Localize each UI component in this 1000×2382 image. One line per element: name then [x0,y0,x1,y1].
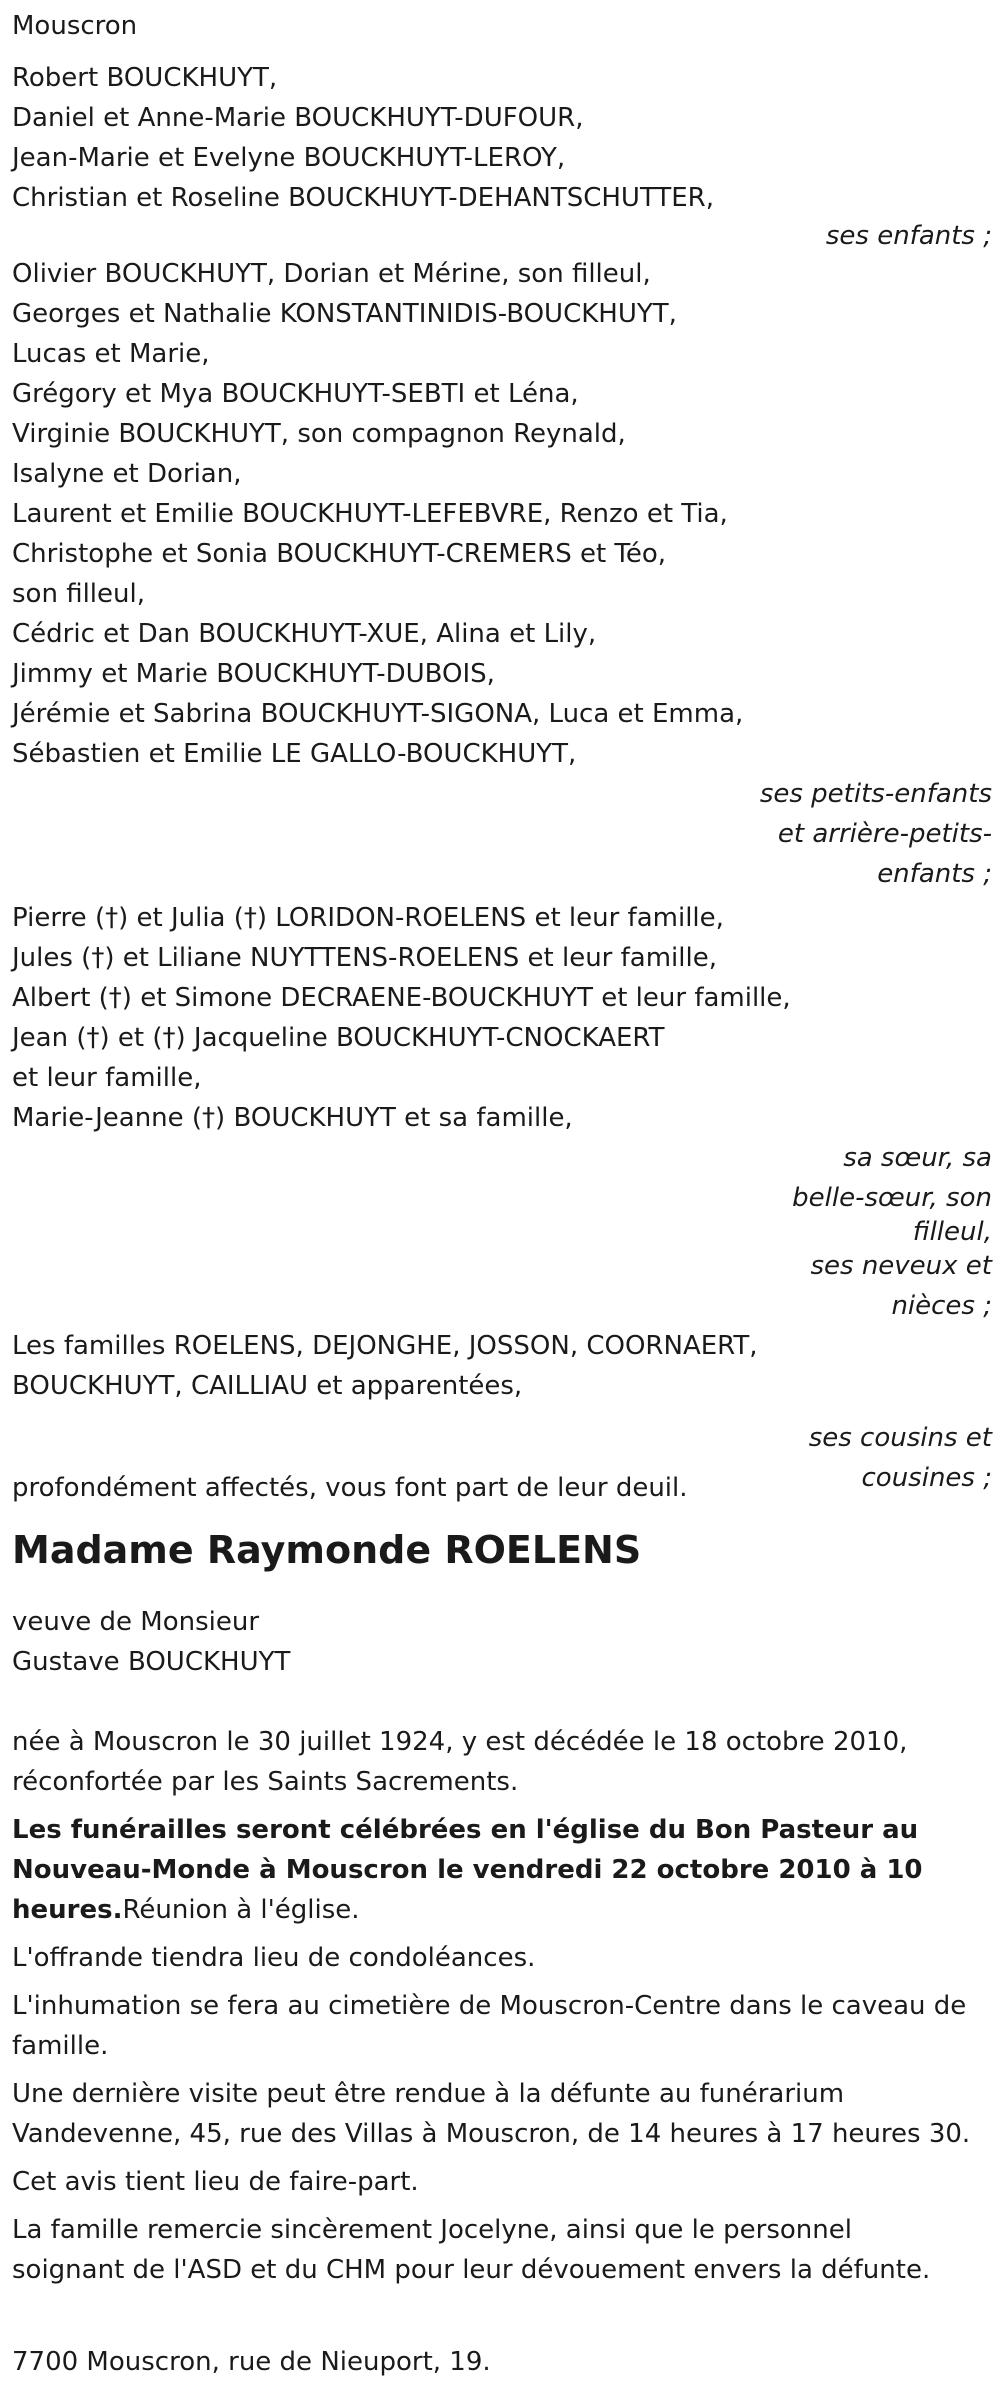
relation-label: ses petits-enfants [759,779,992,809]
relation-label: belle-sœur, son [792,1183,992,1213]
funeral-meeting: Réunion à l'église. [122,1895,360,1925]
family-line: Pierre (†) et Julia (†) LORIDON-ROELENS et leur famille, [12,903,724,933]
siblings-section [12,898,992,1326]
relation-label: cousines ; [861,1463,992,1493]
relation-label: ses cousins et [808,1423,992,1453]
thanks-line: La famille remercie sincèrement Jocelyne, ainsi que le personnel [12,2215,852,2245]
burial-line: famille. [12,2031,109,2061]
family-line: Robert BOUCKHUYT, [12,63,278,93]
family-line: Christian et Roseline BOUCKHUYT-DEHANTSCHUTTER, [12,183,715,213]
offering-line: L'offrande tiendra lieu de condoléances. [12,1943,536,1973]
family-line: et leur famille, [12,1063,202,1093]
funeral-paragraph [12,1810,992,1930]
family-line: Laurent et Emilie BOUCKHUYT-LEFEBVRE, Renzo et Tia, [12,499,728,529]
thanks-line: soignant de l'ASD et du CHM pour leur dévouement envers la défunte. [12,2255,931,2285]
family-line: Lucas et Marie, [12,339,210,369]
family-line: Christophe et Sonia BOUCKHUYT-CREMERS et Téo, [12,539,667,569]
address-line: 7700 Mouscron, rue de Nieuport, 19. [12,2347,491,2377]
relation-label: et arrière-petits- [777,819,992,849]
relation-label: enfants ; [877,859,992,889]
family-line: Jérémie et Sabrina BOUCKHUYT-SIGONA, Luca et Emma, [12,699,744,729]
family-line: Jean (†) et (†) Jacqueline BOUCKHUYT-CNOCKAERT [12,1023,665,1053]
family-line: Les familles ROELENS, DEJONGHE, JOSSON, COORNAERT, [12,1331,758,1361]
family-line: Isalyne et Dorian, [12,459,242,489]
thanks-paragraph [12,2210,992,2290]
closing-line: profondément affectés, vous font part de leur deuil. [12,1473,688,1503]
visit-paragraph [12,2074,992,2154]
children-section [12,58,992,256]
family-line: Olivier BOUCKHUYT, Dorian et Mérine, son filleul, [12,259,651,289]
relation-label: ses enfants ; [825,221,992,251]
city-heading: Mouscron [12,11,138,41]
burial-paragraph [12,1986,992,2066]
family-line: Jimmy et Marie BOUCKHUYT-DUBOIS, [12,659,495,689]
family-line: Albert (†) et Simone DECRAENE-BOUCKHUYT et leur famille, [12,983,791,1013]
widow-line: Gustave BOUCKHUYT [12,1647,291,1677]
grandchildren-section [12,254,992,894]
visit-line: Une dernière visite peut être rendue à la défunte au funérarium [12,2079,845,2109]
family-line: Georges et Nathalie KONSTANTINIDIS-BOUCKHUYT, [12,299,677,329]
family-line: Jules (†) et Liliane NUYTTENS-ROELENS et leur famille, [12,943,717,973]
family-line: Daniel et Anne-Marie BOUCKHUYT-DUFOUR, [12,103,584,133]
notice-line: Cet avis tient lieu de faire-part. [12,2167,419,2197]
relation-label: sa sœur, sa [843,1143,992,1173]
birth-death-line: née à Mouscron le 30 juillet 1924, y est décédée le 18 octobre 2010, [12,1727,908,1757]
funeral-bold-line: Nouveau-Monde à Mouscron le vendredi 22 octobre 2010 à 10 [12,1855,923,1885]
family-line: Marie-Jeanne (†) BOUCKHUYT et sa famille, [12,1103,573,1133]
relation-label: ses neveux et [810,1251,992,1281]
visit-line: Vandevenne, 45, rue des Villas à Mouscron, de 14 heures à 17 heures 30. [12,2119,971,2149]
birth-death-line: réconfortée par les Saints Sacrements. [12,1767,519,1797]
family-line: son filleul, [12,579,145,609]
deceased-name: Madame Raymonde ROELENS [12,1528,642,1572]
details-section [12,1722,992,2290]
widow-of [12,1602,992,1682]
cousins-section [12,1326,992,1503]
widow-line: veuve de Monsieur [12,1607,260,1637]
burial-line: L'inhumation se fera au cimetière de Mouscron-Centre dans le caveau de [12,1991,967,2021]
family-line: Virginie BOUCKHUYT, son compagnon Reynald, [12,419,626,449]
family-line: BOUCKHUYT, CAILLIAU et apparentées, [12,1371,523,1401]
funeral-bold-line: heures. [12,1895,123,1925]
family-line: Jean-Marie et Evelyne BOUCKHUYT-LEROY, [12,143,566,173]
relation-label: filleul, [912,1217,992,1247]
obituary-notice [12,6,992,2382]
relation-label: nièces ; [891,1291,992,1321]
family-line: Grégory et Mya BOUCKHUYT-SEBTI et Léna, [12,379,579,409]
family-line: Cédric et Dan BOUCKHUYT-XUE, Alina et Lily, [12,619,597,649]
funeral-bold-line: Les funérailles seront célébrées en l'église du Bon Pasteur au [12,1815,919,1845]
family-line: Sébastien et Emilie LE GALLO-BOUCKHUYT, [12,739,577,769]
